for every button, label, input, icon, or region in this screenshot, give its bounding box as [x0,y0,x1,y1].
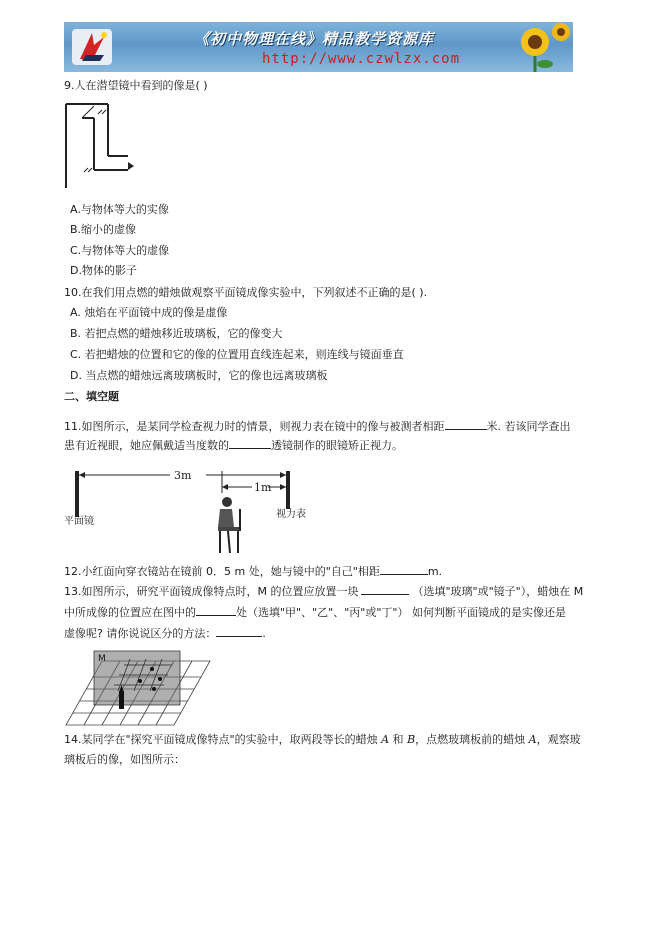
q11-line2 [64,437,403,453]
answer-blank [196,604,236,616]
answer-blank [445,418,487,430]
answer-blank [380,563,428,575]
q14-line2: 璃板后的像，如图所示： [64,753,185,766]
q14-text: ，观察玻 [536,733,581,746]
dist-1m-label: 1m [254,481,272,494]
answer-blank [361,583,409,595]
q9-option-a: A.与物体等大的实像 [70,203,169,216]
answer-blank [229,437,271,449]
candle-b-label: B [407,733,416,746]
q13-text: 中所成像的位置应在图中的 [64,606,196,619]
q13-line2 [64,604,566,620]
q11-line1 [64,418,571,434]
seated-person-icon [218,497,240,553]
section-title: 二、填空题 [64,390,119,403]
q11-text: 患有近视眼，她应佩戴适当度数的 [64,439,229,452]
m-label: M [98,654,106,664]
banner-url: http://www.czwlzx.com [262,51,461,67]
q10-option-d: D. 当点燃的蜡烛远离玻璃板时，它的像也远离玻璃板 [70,369,328,382]
mirror-grid-figure [64,647,212,729]
q10-option-a: A. 烛焰在平面镜中成的像是虚像 [70,306,228,319]
q9-stem: 9.人在潜望镜中看到的像是( ) [64,79,208,92]
q13-text: 虚像呢? 请你说说区分的方法： [64,627,217,640]
q13-text: 处（选填"甲"、"乙"、"丙"或"丁"） 如何判断平面镜成的是实像还是 [236,606,566,619]
q13-text: . [262,627,266,640]
header-banner [64,22,573,72]
sunflower-icon [473,22,573,72]
q9-option-d: D.物体的影子 [70,264,137,277]
q11-text: 米. 若该同学查出 [486,420,571,433]
q14-text: 和 [389,733,408,746]
q12-line [64,563,442,579]
q12-text: 12.小红面向穿衣镜站在镜前 0．5 m 处，她与镜中的"自己"相距 [64,565,380,578]
answer-blank [216,625,262,637]
q14-line1 [64,733,581,747]
q14-text: 14.某同学在"探究平面镜成像特点"的实验中，取两段等长的蜡烛 [64,733,382,746]
site-logo [70,25,116,69]
q13-line3 [64,625,266,641]
q9-option-c: C.与物体等大的虚像 [70,244,170,257]
q14-text: ，点燃玻璃板前的蜡烛 [415,733,529,746]
q10-option-c: C. 若把蜡烛的位置和它的像的位置用直线连起来，则连线与镜面垂直 [70,348,404,361]
eye-chart-label: 视力表 [276,509,306,520]
banner-title: 《初中物理在线》精品教学资源库 [194,30,435,48]
eye-test-figure [64,465,320,560]
q10-stem: 10.在我们用点燃的蜡烛做观察平面镜成像实验中，下列叙述不正确的是( ). [64,286,428,299]
candle-a-label: A [381,733,390,746]
q12-text: m. [427,565,443,578]
q13-line1 [64,583,583,599]
q13-text: 13.如图所示，研究平面镜成像特点时，M 的位置应放置一块 [64,585,359,598]
q11-text: 透镜制作的眼镜矫正视力。 [271,439,403,452]
periscope-figure [64,100,136,192]
q13-text: （选填"玻璃"或"镜子"），蜡烛在 M [412,585,584,598]
q10-option-b: B. 若把点燃的蜡烛移近玻璃板，它的像变大 [70,327,283,340]
mirror-label: 平面镜 [64,516,94,527]
dist-3m-label: 3m [174,469,192,482]
q9-option-b: B.缩小的虚像 [70,223,137,236]
candle-a-label: A [528,733,537,746]
q11-text: 11.如图所示，是某同学检查视力时的情景，则视力表在镜中的像与被测者相距 [64,420,445,433]
